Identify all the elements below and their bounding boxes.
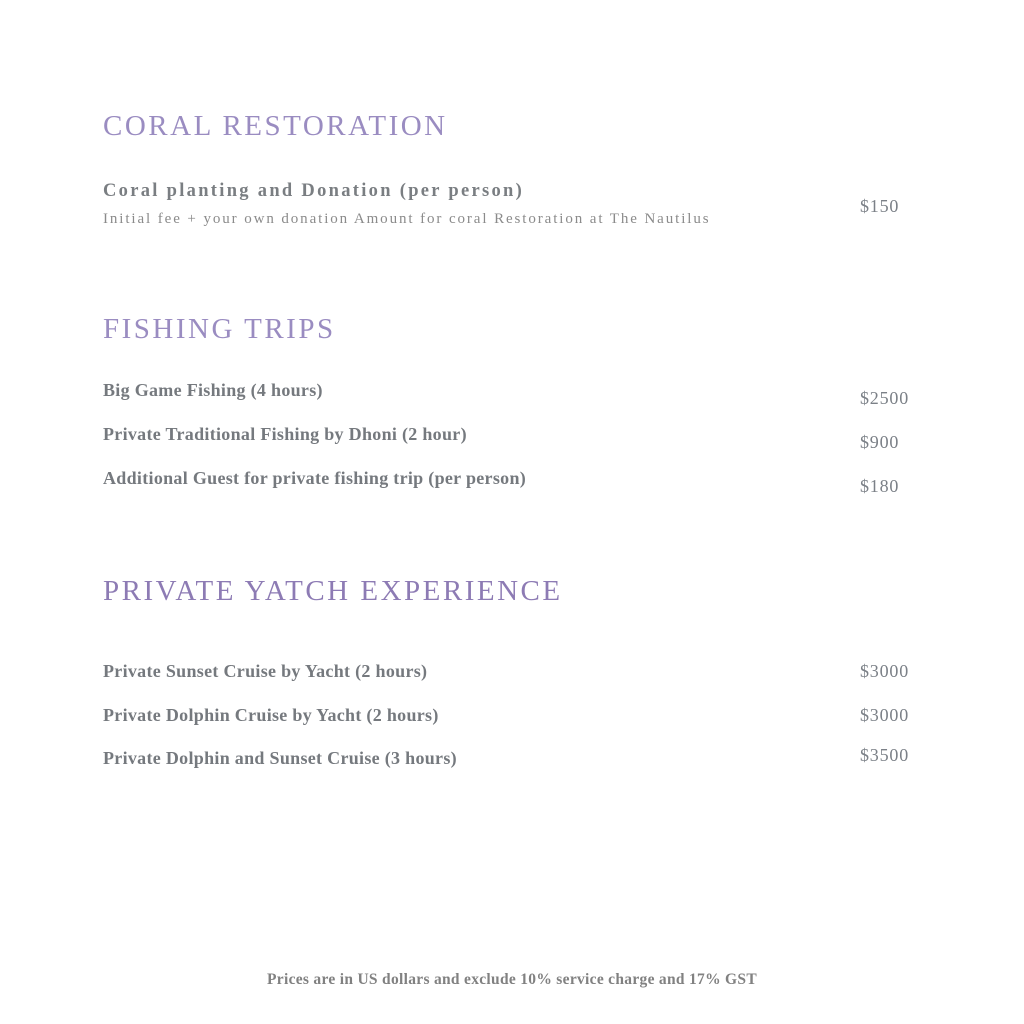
item-description: Initial fee + your own donation Amount for coral Restoration at The Nautilus bbox=[103, 211, 711, 227]
item-price: $3000 bbox=[860, 705, 909, 725]
item-name: Private Dolphin and Sunset Cruise (3 hours) bbox=[103, 748, 457, 768]
item-name: Private Sunset Cruise by Yacht (2 hours) bbox=[103, 661, 428, 681]
menu-item-traditional-fishing bbox=[103, 424, 964, 470]
item-price: $150 bbox=[860, 196, 900, 216]
item-name: Big Game Fishing (4 hours) bbox=[103, 380, 323, 400]
item-name: Coral planting and Donation (per person) bbox=[103, 181, 525, 201]
section-title-coral-restoration: CORAL RESTORATION bbox=[103, 110, 448, 142]
item-price: $3000 bbox=[860, 661, 909, 681]
item-price: $3500 bbox=[860, 745, 909, 765]
menu-item-dolphin-sunset-cruise bbox=[103, 745, 964, 794]
section-title-private-yatch-experience: PRIVATE YATCH EXPERIENCE bbox=[103, 575, 563, 607]
pricing-disclaimer: Prices are in US dollars and exclude 10% service charge and 17% GST bbox=[267, 971, 757, 988]
item-name: Private Dolphin Cruise by Yacht (2 hours) bbox=[103, 705, 439, 725]
item-price: $180 bbox=[860, 476, 900, 496]
section-title-fishing-trips: FISHING TRIPS bbox=[103, 313, 336, 345]
item-name: Private Traditional Fishing by Dhoni (2 hour) bbox=[103, 424, 467, 444]
menu-item-dolphin-cruise bbox=[103, 705, 964, 751]
menu-item-coral-planting bbox=[103, 181, 964, 227]
menu-item-sunset-cruise bbox=[103, 661, 964, 707]
menu-item-additional-guest bbox=[103, 468, 964, 514]
menu-item-big-game-fishing bbox=[103, 380, 964, 426]
item-price: $2500 bbox=[860, 388, 909, 408]
item-price: $900 bbox=[860, 432, 900, 452]
item-name: Additional Guest for private fishing trip (per person) bbox=[103, 468, 527, 488]
